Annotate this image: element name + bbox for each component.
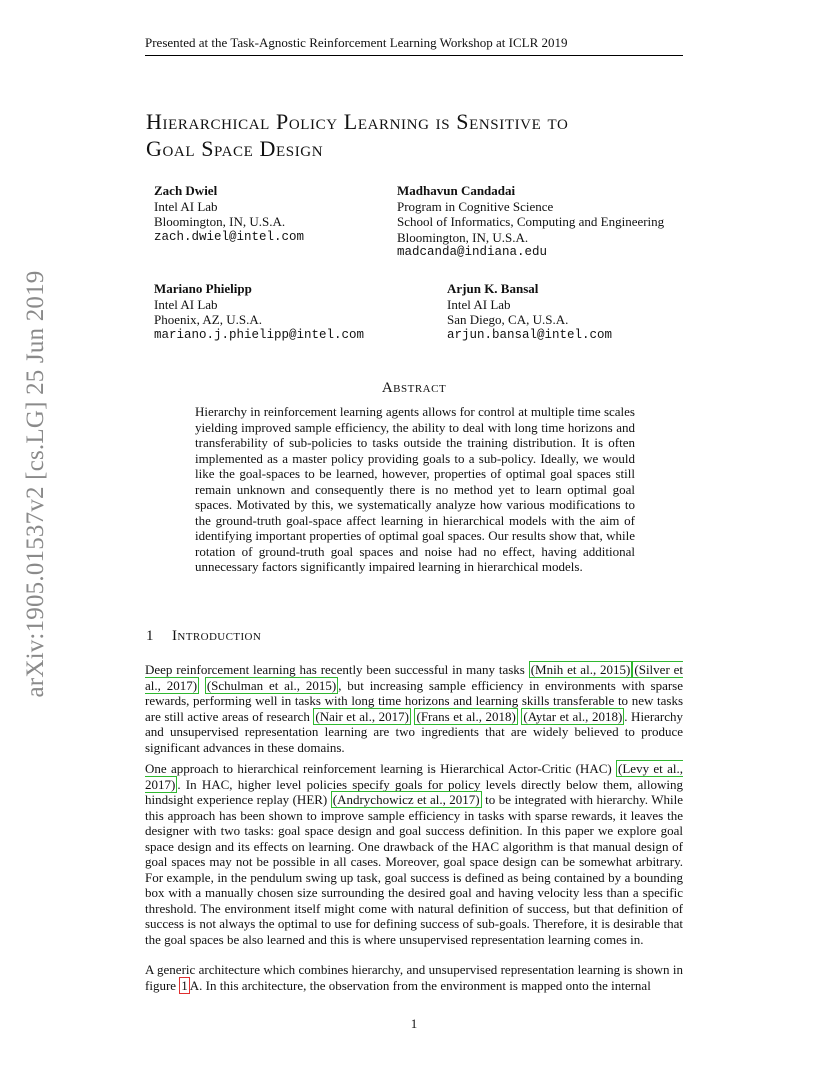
section-number: 1 (146, 628, 154, 644)
author-affiliation: Phoenix, AZ, U.S.A. (154, 312, 262, 327)
author-block-bansal (447, 281, 612, 343)
author-affiliation: Intel AI Lab (154, 198, 218, 214)
paragraph-text: to be integrated with hierarchy. While this approach has been shown to improve sample efficiency in tasks with sparse rewards, it leaves the designer with two tasks: goal space design and goal success definition. In this paper we explore goal space design and its effects on learning. One drawback of the HAC algorithm is that manual design of goal spaces may not be possible in all cases. Moreover, goal space design can be somewhat arbitrary. For example, in the pendulum swing up task, goal success is defined as being contained by a bounding box with a manually chosen size surrounding the desired goal and having velocity less than a specific threshold. The environment itself might come with natural definition of success, but that definition of success is not always the optimal to use for defining success of sub-goals. Therefore, it is desirable that the goal spaces be also learned and this is where unsupervised representation learning comes in. (145, 792, 684, 947)
author-email: arjun.bansal@intel.com (447, 327, 613, 342)
section-heading-introduction (146, 628, 261, 645)
title-line-1: Hierarchical Policy Learning is Sensitive to (146, 109, 569, 134)
intro-paragraph-1 (145, 662, 683, 755)
author-block-dwiel (154, 183, 304, 245)
author-affiliation: School of Informatics, Computing and Engineering (397, 214, 665, 229)
citation-link[interactable]: (Frans et al., 2018) (416, 708, 516, 724)
paragraph-text: One approach to hierarchical reinforcement learning is Hierarchical Actor-Critic (HAC) (145, 761, 617, 776)
citation-link[interactable]: (Nair et al., 2017) (315, 708, 409, 724)
running-header: Presented at the Task-Agnostic Reinforcement Learning Workshop at ICLR 2019 (145, 35, 683, 56)
author-affiliation: Program in Cognitive Science (397, 198, 554, 214)
paragraph-text: . In HAC, higher level policies specify goals for policy levels directly below them, allowing hindsight experience replay (HER) (145, 776, 683, 807)
section-title: Introduction (172, 628, 262, 644)
abstract-text: Hierarchy in reinforcement learning agents allows for control at multiple time scales yielding improved sample efficiency, the ability to deal with long time horizons and transferability of sub-policies to tasks outside the training distribution. It is often implemented as a master policy providing goals to a sub-policy. Ideally, we would like the goal-spaces to be learned, however, properties of optimal goal spaces still remain unknown and consequently there is no method yet to learn optimal goal spaces. Motivated by this, we systematically analyze how various modifications to the ground-truth goal-space affect learning in hierarchical models with the aim of identifying important properties of optimal goal spaces. Our results show that, while rotation of ground-truth goal spaces and noise had no effect, having additional unnecessary factors significantly impaired learning in hierarchical models. (195, 404, 635, 574)
author-email: madcanda@indiana.edu (397, 245, 548, 259)
author-affiliation: Intel AI Lab (447, 296, 511, 312)
author-name: Mariano Phielipp (154, 281, 252, 296)
citation-link[interactable]: (Aytar et al., 2018) (523, 708, 623, 724)
figure-reference-link[interactable]: 1 (181, 977, 188, 993)
author-affiliation: Bloomington, IN, U.S.A. (154, 214, 286, 229)
citation-link[interactable]: (Schulman et al., 2015) (206, 677, 337, 693)
citation-link[interactable]: (Silver et al., 2017) (145, 662, 684, 693)
abstract-heading: Abstract (381, 380, 447, 396)
author-name: Madhavun Candadai (397, 183, 516, 198)
author-email: mariano.j.phielipp@intel.com (154, 327, 365, 342)
author-affiliation: San Diego, CA, U.S.A. (447, 312, 569, 327)
paragraph-text: A. In this architecture, the observation from the environment is mapped onto the internal (189, 977, 651, 993)
paragraph-text: A generic architecture which combines hierarchy, and unsupervised representation learning is shown in figure (145, 962, 683, 993)
citation-link[interactable]: (Levy et al., 2017) (145, 761, 683, 792)
author-name: Zach Dwiel (154, 183, 218, 198)
author-block-phielipp (154, 281, 364, 343)
paragraph-text: . Hierarchy and unsupervised representation learning are two ingredients that are widely believed to produce significant advances in these domains. (145, 708, 684, 755)
author-block-candadai (397, 183, 664, 261)
author-email: zach.dwiel@intel.com (154, 229, 305, 244)
paragraph-text (199, 678, 205, 693)
paper-title (146, 108, 706, 162)
title-line-2: Goal Space Design (146, 136, 324, 161)
paragraph-text: , but increasing sample efficiency in environments with sparse rewards, performing well in tasks with long time horizons and learning skills transferable to new tasks are still active areas of research (145, 677, 684, 724)
paragraph-text: Deep reinforcement learning has recently been successful in many tasks (145, 662, 529, 677)
citation-link[interactable]: (Andrychowicz et al., 2017) (332, 792, 480, 807)
intro-paragraph-2 (145, 761, 683, 947)
citation-link[interactable]: (Mnih et al., 2015) (530, 662, 631, 677)
arxiv-stamp (0, 0, 72, 1072)
author-affiliation: Bloomington, IN, U.S.A. (397, 229, 529, 245)
author-affiliation: Intel AI Lab (154, 296, 218, 312)
arxiv-stamp-text: arXiv:1905.01537v2 [cs.LG] 25 Jun 2019 (22, 270, 49, 698)
author-name: Arjun K. Bansal (447, 281, 539, 296)
intro-paragraph-3 (145, 962, 683, 993)
page-number: 1 (410, 1016, 418, 1031)
